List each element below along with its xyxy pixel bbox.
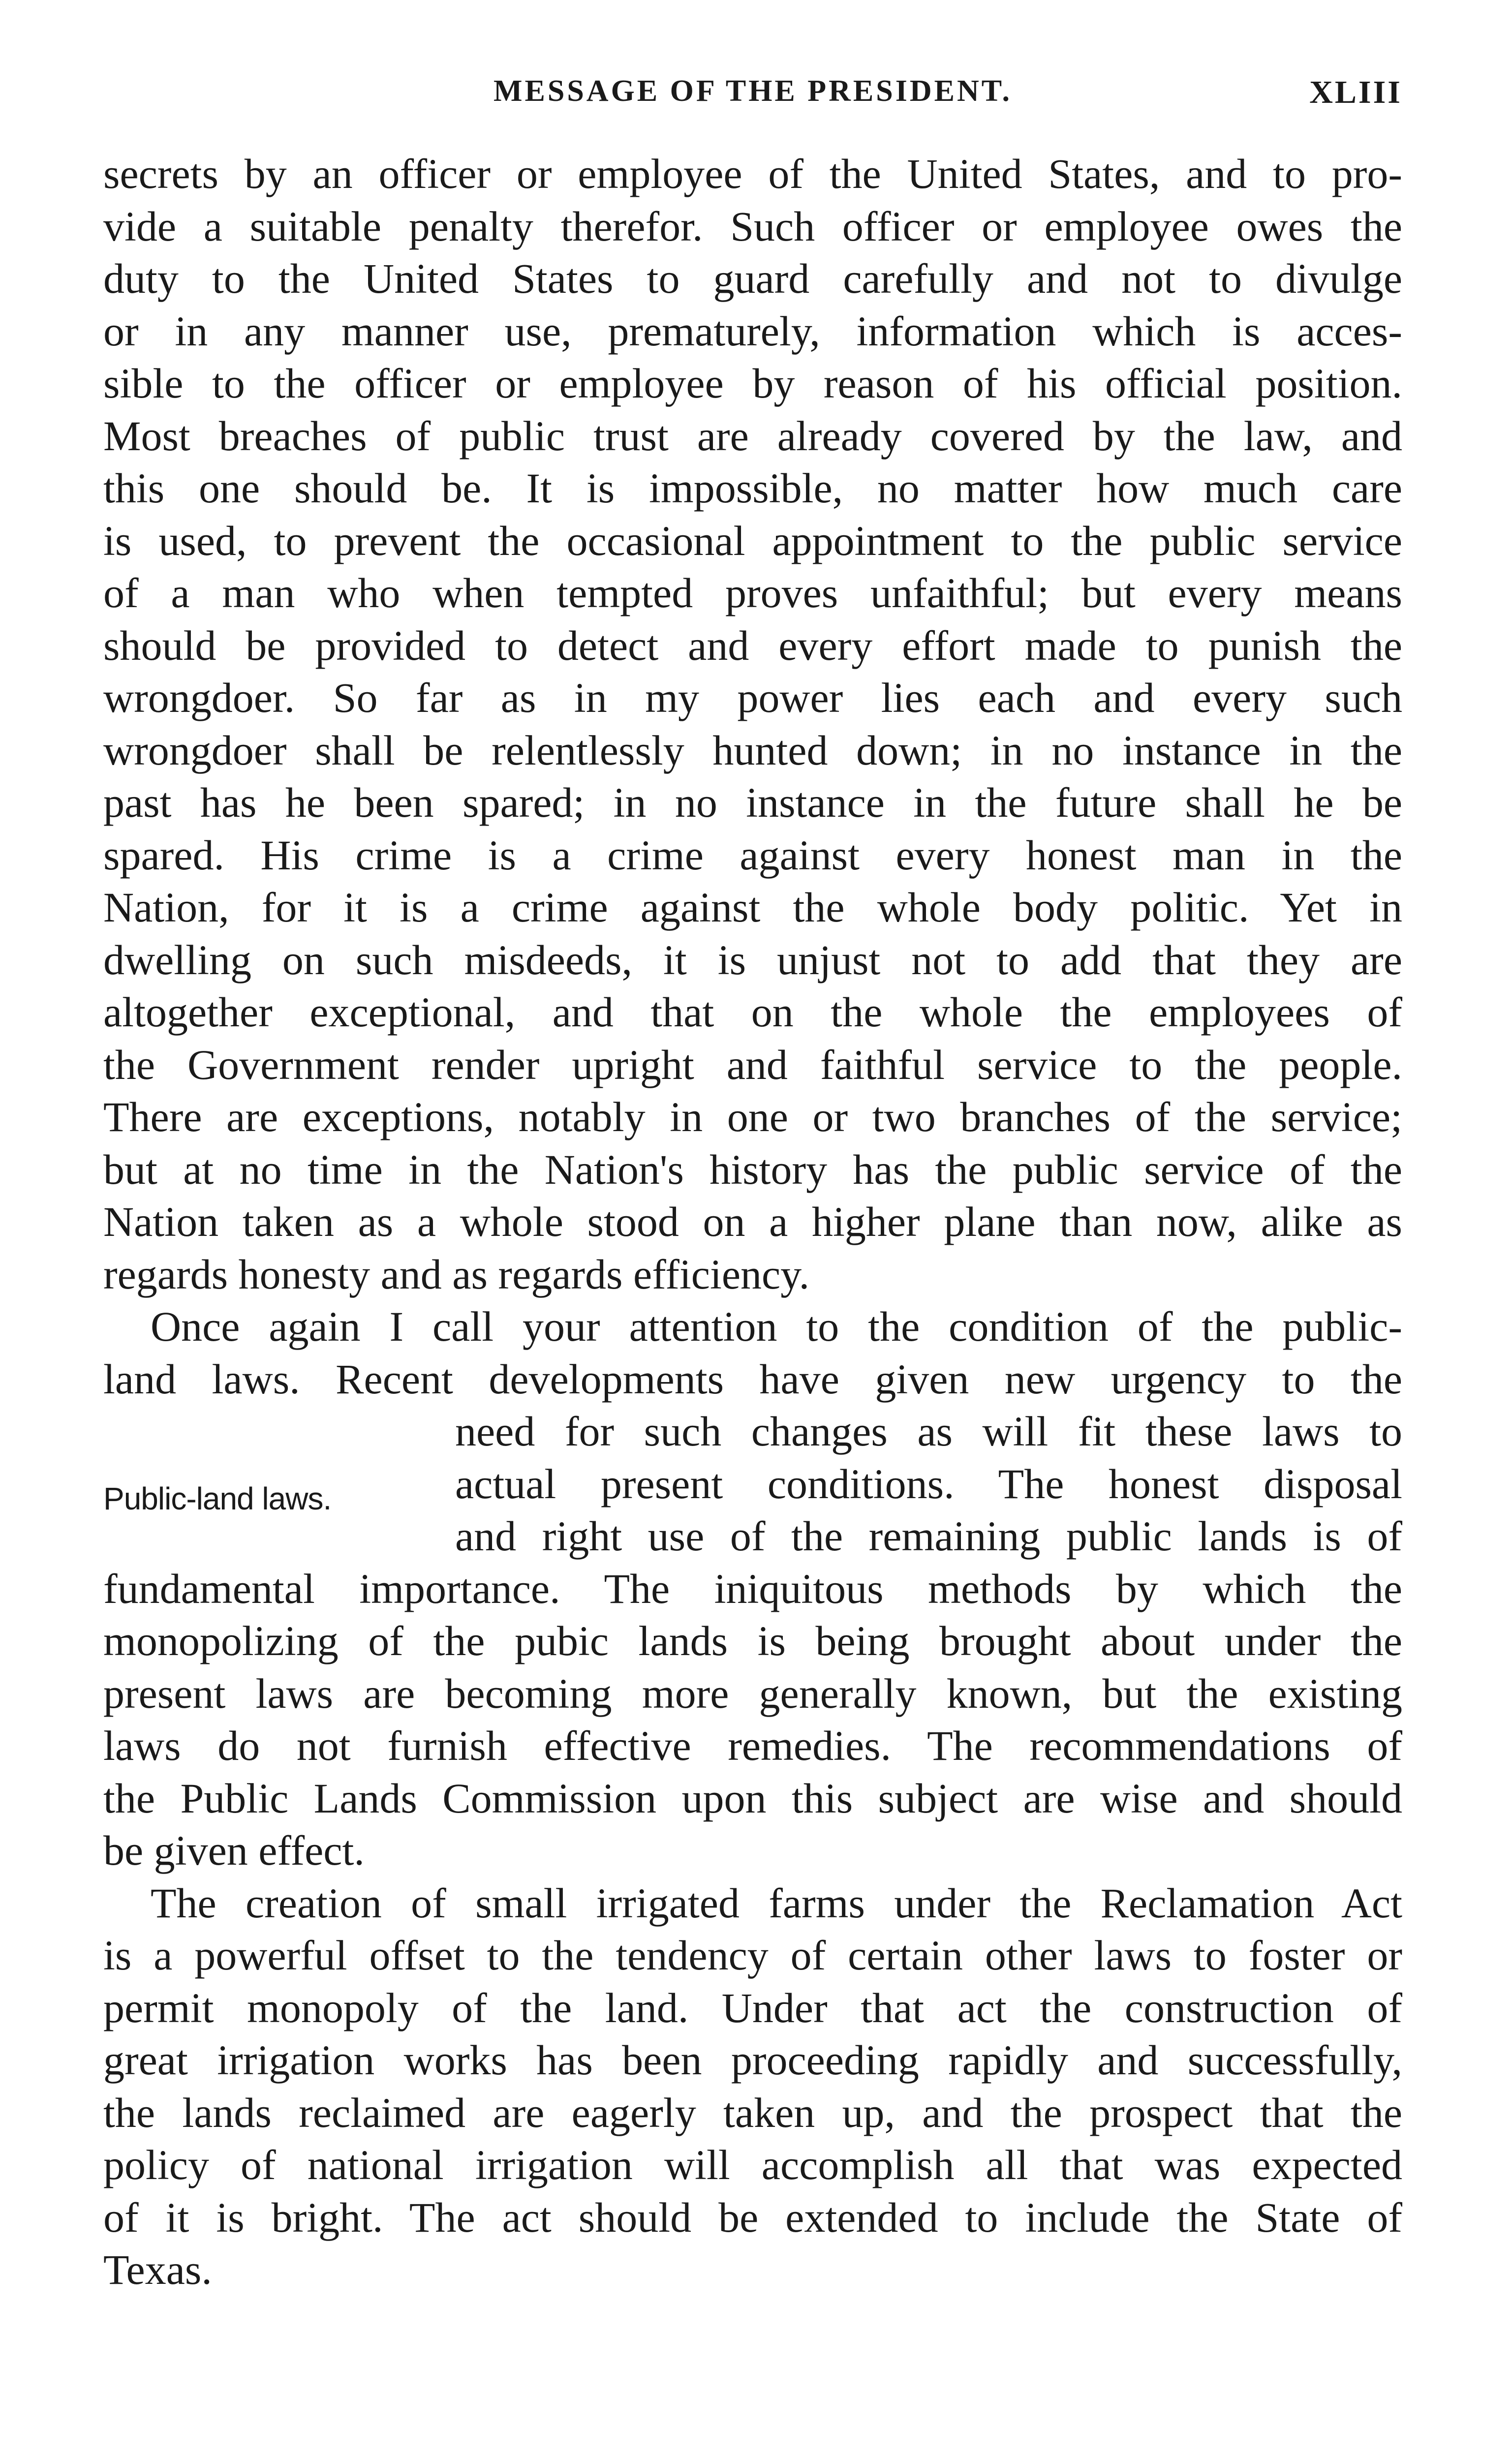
text-line: or in any manner use, prematurely, information which is acces-: [103, 307, 1402, 355]
text-line: the Public Lands Commission upon this subject are wise and should: [103, 1774, 1402, 1822]
text-line: wrongdoer shall be relentlessly hunted down; in no instance in the: [103, 726, 1402, 774]
paragraph-reclamation-act: [103, 1877, 1402, 2296]
text-line: this one should be. It is impossible, no matter how much care: [103, 464, 1402, 512]
text-line: but at no time in the Nation's history has the public service of the: [103, 1145, 1402, 1193]
text-line: and right use of the remaining public lands is of: [455, 1512, 1402, 1560]
text-line: Once again I call your attention to the condition of the public-: [151, 1303, 1402, 1350]
text-line: There are exceptions, notably in one or two branches of the service;: [103, 1093, 1402, 1140]
text-line: is a powerful offset to the tendency of certain other laws to foster or: [103, 1932, 1402, 1979]
running-head: [103, 74, 1402, 118]
text-line: wrongdoer. So far as in my power lies each and every such: [103, 674, 1402, 721]
text-line: actual present conditions. The honest disposal: [455, 1460, 1402, 1507]
page-number: XLIII: [1309, 74, 1402, 110]
text-line: great irrigation works has been proceeding rapidly and successfully,: [103, 2036, 1402, 2084]
text-line: secrets by an officer or employee of the United States, and to pro-: [103, 150, 1402, 197]
text-line: the Government render upright and faithful service to the people.: [103, 1041, 1402, 1088]
margin-sidenote: Public-land laws.: [103, 1481, 332, 1516]
text-line: is used, to prevent the occasional appointment to the public service: [103, 517, 1402, 564]
text-line: need for such changes as will fit these laws to: [455, 1408, 1402, 1455]
text-line: regards honesty and as regards efficiency.: [103, 1250, 810, 1298]
indented-lines: [455, 1405, 1402, 1563]
text-line: present laws are becoming more generally known, but the existing: [103, 1669, 1402, 1717]
text-line: vide a suitable penalty therefor. Such officer or employee owes the: [103, 202, 1402, 250]
text-line: spared. His crime is a crime against every honest man in the: [103, 831, 1402, 879]
paragraph-public-land-laws: [103, 1300, 1402, 1877]
text-line: Texas.: [103, 2246, 212, 2293]
text-line: sible to the officer or employee by reason of his official position.: [103, 360, 1402, 407]
text-line: Nation taken as a whole stood on a higher plane than now, alike as: [103, 1198, 1402, 1245]
text-line: land laws. Recent developments have given new urgency to the: [103, 1355, 1402, 1403]
text-line: of a man who when tempted proves unfaithful; but every means: [103, 569, 1402, 616]
text-line: monopolizing of the pubic lands is being brought about under the: [103, 1617, 1402, 1664]
text-line: past has he been spared; in no instance in the future shall he be: [103, 779, 1402, 826]
text-line: dwelling on such misdeeds, it is unjust not to add that they are: [103, 936, 1402, 984]
sidenote-block: [103, 1405, 1402, 1563]
text-line: the lands reclaimed are eagerly taken up, and the prospect that the: [103, 2089, 1402, 2136]
running-title: MESSAGE OF THE PRESIDENT.: [493, 74, 1013, 108]
body-text: [103, 148, 1402, 2296]
text-line: policy of national irrigation will accomplish all that was expected: [103, 2141, 1402, 2188]
text-line: should be provided to detect and every effort made to punish the: [103, 621, 1402, 669]
text-line: be given effect.: [103, 1827, 365, 1874]
text-line: Most breaches of public trust are already covered by the law, and: [103, 412, 1402, 460]
text-line: permit monopoly of the land. Under that act the construction of: [103, 1984, 1402, 2031]
text-line: duty to the United States to guard carefully and not to divulge: [103, 255, 1402, 302]
text-line: fundamental importance. The iniquitous methods by which the: [103, 1565, 1402, 1612]
text-line: Nation, for it is a crime against the whole body politic. Yet in: [103, 884, 1402, 931]
text-line: The creation of small irrigated farms under the Reclamation Act: [151, 1879, 1402, 1927]
text-line: laws do not furnish effective remedies. The recommendations of: [103, 1722, 1402, 1769]
paragraph-public-trust: [103, 148, 1402, 1300]
text-line: of it is bright. The act should be extended to include the State of: [103, 2193, 1402, 2241]
text-line: altogether exceptional, and that on the whole the employees of: [103, 988, 1402, 1036]
